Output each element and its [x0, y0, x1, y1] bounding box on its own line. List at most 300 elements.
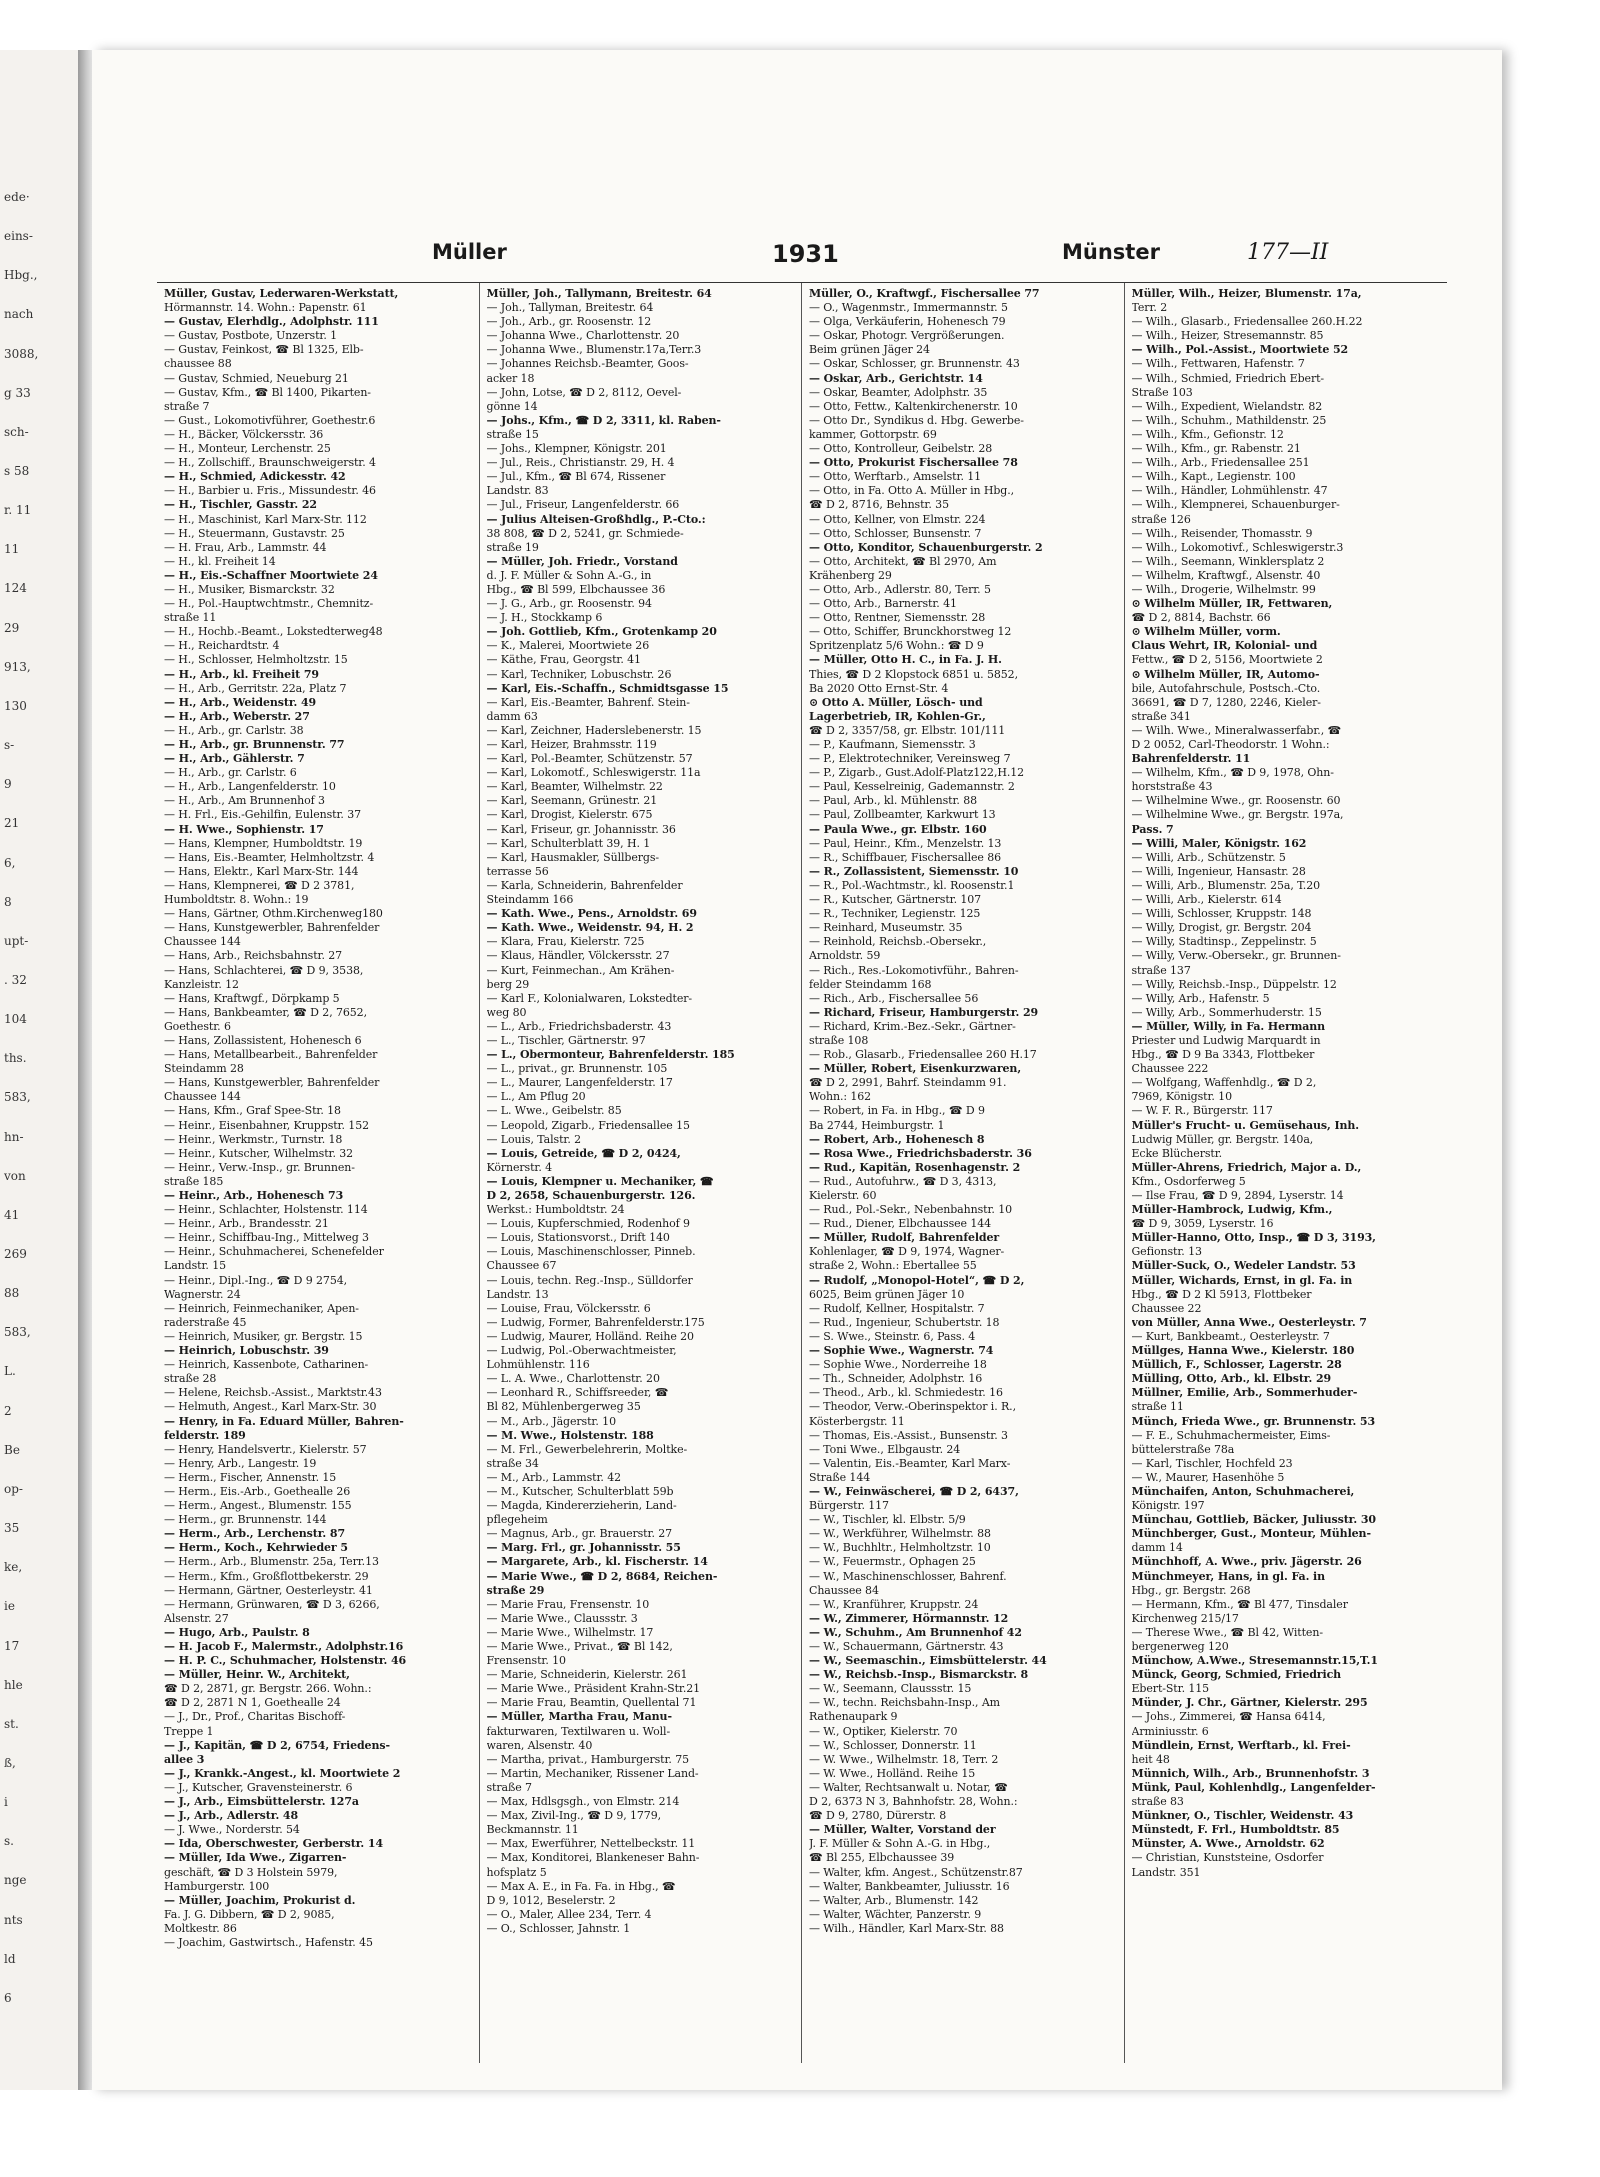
directory-entry: — H., Arb., Gerritstr. 22a, Platz 7 [164, 681, 347, 695]
directory-entry: straße 7 [486, 1780, 532, 1794]
directory-entry: — Rich., Res.-Lokomotivführ., Bahren- [809, 963, 1019, 977]
directory-entry: — W. Wwe., Holländ. Reihe 15 [809, 1766, 976, 1780]
left-page-fragment: 269 [4, 1247, 27, 1261]
left-page-fragment: . 32 [4, 973, 27, 987]
directory-entry: allee 3 [164, 1752, 205, 1766]
left-page-fragment: 11 [4, 542, 20, 556]
directory-entry: 7969, Königstr. 10 [1131, 1090, 1232, 1104]
left-page-fragment: ß, [4, 1756, 16, 1770]
directory-entry: — F. E., Schuhmachermeister, Eims- [1131, 1428, 1331, 1442]
directory-entry: Münck, Georg, Schmied, Friedrich [1131, 1668, 1342, 1682]
directory-entry: Münchmeyer, Hans, in gl. Fa. in [1131, 1569, 1326, 1583]
directory-entry: — Richard, Friseur, Hamburgerstr. 29 [809, 1005, 1039, 1019]
directory-entry: — Rud., Autofuhrw., ☎ D 3, 4313, [809, 1174, 997, 1188]
directory-entry: 38 808, ☎ D 2, 5241, gr. Schmiede- [486, 526, 684, 540]
directory-entry: — Gust., Lokomotivführer, Goethestr.6 [164, 413, 376, 427]
directory-entry: — L. A. Wwe., Charlottenstr. 20 [486, 1372, 660, 1386]
directory-entry: damm 63 [486, 709, 538, 723]
directory-entry: — H. Wwe., Sophienstr. 17 [164, 822, 324, 836]
directory-entry: — Jul., Reis., Christianstr. 29, H. 4 [486, 456, 675, 470]
directory-entry: — Therese Wwe., ☎ Bl 42, Witten- [1131, 1625, 1323, 1639]
directory-entry: — H., Arb., gr. Brunnenstr. 77 [164, 738, 345, 751]
directory-entry: — Heinr., Kutscher, Wilhelmstr. 32 [164, 1146, 354, 1160]
left-page-fragment: st. [4, 1717, 19, 1731]
directory-entry: — Hans, Eis.-Beamter, Helmholtzstr. 4 [164, 850, 375, 864]
directory-entry: straße 29 [486, 1583, 545, 1597]
directory-entry: — Olga, Verkäuferin, Hohenesch 79 [809, 315, 1006, 329]
directory-entry: — Paul, Arb., kl. Mühlenstr. 88 [809, 794, 978, 808]
directory-entry: Chaussee 67 [486, 1259, 557, 1273]
directory-entry: — Karl, Pol.-Beamter, Schützenstr. 57 [486, 752, 693, 766]
directory-entry: — Johanna Wwe., Blumenstr.17a,Terr.3 [486, 343, 702, 357]
header-page-number: 177—II [1247, 240, 1329, 265]
directory-entry: — L., Obermonteur, Bahrenfelderstr. 185 [486, 1048, 735, 1062]
directory-entry: — Reinhard, Museumstr. 35 [809, 921, 963, 935]
directory-entry: — H., Tischler, Gasstr. 22 [164, 498, 317, 512]
directory-entry: — Hans, Klempnerei, ☎ D 2 3781, [164, 878, 355, 892]
directory-entry: — J., Kutscher, Gravensteinerstr. 6 [164, 1780, 353, 1794]
directory-entry: — H. Frau, Arb., Lammstr. 44 [164, 540, 327, 554]
directory-entry: — Müller, Martha Frau, Manu- [486, 1710, 672, 1724]
directory-entry: — Wilh., Schuhm., Mathildenstr. 25 [1131, 413, 1327, 427]
directory-entry: Priester und Ludwig Marquardt in [1131, 1033, 1321, 1047]
directory-entry: — Herm., Arb., Lerchenstr. 87 [164, 1527, 346, 1541]
directory-entry: — Willy, Drogist, gr. Bergstr. 204 [1131, 921, 1312, 935]
left-page-fragment: ke, [4, 1560, 23, 1574]
directory-entry: ☎ D 9, 2780, Dürerstr. 8 [809, 1809, 947, 1823]
directory-entry: gönne 14 [486, 399, 538, 413]
left-page-fragment: s 58 [4, 464, 30, 478]
directory-entry: — Hans, Kunstgewerbler, Bahrenfelder [164, 921, 380, 935]
directory-entry: — W., Zimmerer, Hörmannstr. 12 [809, 1611, 1009, 1625]
left-page-fragment: 6, [4, 856, 16, 870]
directory-entry: — Richard, Krim.-Bez.-Sekr., Gärtner- [809, 1019, 1016, 1033]
directory-entry: felder Steindamm 168 [809, 977, 932, 991]
directory-entry: straße 28 [164, 1372, 217, 1386]
directory-entry: — Rich., Arb., Fischersallee 56 [809, 991, 979, 1005]
directory-entry: — Otto, Kontrolleur, Geibelstr. 28 [809, 442, 993, 456]
left-page-fragment: 41 [4, 1208, 20, 1222]
directory-entry: — Karl, Eis.-Beamter, Bahrenf. Stein- [486, 695, 690, 709]
directory-entry: — Karl F., Kolonialwaren, Lokstedter- [486, 991, 693, 1005]
directory-entry: — Hermann, Grünwaren, ☎ D 3, 6266, [164, 1597, 380, 1611]
directory-entry: straße 2, Wohn.: Ebertallee 55 [809, 1259, 977, 1273]
directory-entry: — Hans, Kfm., Graf Spee-Str. 18 [164, 1104, 341, 1118]
directory-entry: Bl 82, Mühlenbergerweg 35 [486, 1400, 641, 1414]
directory-entry: straße 126 [1131, 512, 1191, 526]
directory-entry: Landstr. 83 [486, 484, 549, 498]
directory-entry: ⊙ Otto A. Müller, Lösch- und [809, 695, 983, 709]
directory-entry: — Otto Dr., Syndikus d. Hbg. Gewerbe- [809, 413, 1024, 427]
directory-entry: — H. P. C., Schuhmacher, Holstenstr. 46 [164, 1654, 407, 1668]
directory-entry: — M. Frl., Gewerbelehrerin, Moltke- [486, 1442, 688, 1456]
directory-entry: — Wilhelmine Wwe., gr. Bergstr. 197a, [1131, 808, 1344, 822]
directory-entry: — Wilh., Kapt., Legienstr. 100 [1131, 470, 1296, 484]
directory-entry: — W., Optiker, Kielerstr. 70 [809, 1724, 958, 1738]
directory-entry: Steindamm 28 [164, 1062, 244, 1076]
directory-entry: — Herm., Eis.-Arb., Goethealle 26 [164, 1484, 351, 1498]
directory-entry: — Louise, Frau, Völckersstr. 6 [486, 1301, 651, 1315]
directory-entry: — Karl, Lokomotf., Schleswigerstr. 11a [486, 766, 701, 780]
directory-entry: — Wilh., Heizer, Stresemannstr. 85 [1131, 329, 1324, 343]
directory-entry: — Marie Wwe., ☎ D 2, 8684, Reichen- [486, 1569, 718, 1583]
directory-entry: — Martha, privat., Hamburgerstr. 75 [486, 1752, 690, 1766]
directory-entry: — O., Maler, Allee 234, Terr. 4 [486, 1907, 652, 1921]
left-page-fragment: 124 [4, 581, 27, 595]
directory-entry: — H., Arb., kl. Freiheit 79 [164, 667, 319, 681]
directory-entry: — Klaus, Händler, Völckersstr. 27 [486, 949, 670, 963]
directory-entry: — Otto, Rentner, Siemensstr. 28 [809, 611, 986, 625]
directory-entry: Ba 2020 Otto Ernst-Str. 4 [809, 681, 949, 695]
directory-entry: ☎ D 2, 8814, Bachstr. 66 [1131, 611, 1271, 625]
left-page-edge [0, 50, 81, 2090]
directory-entry: — J., Arb., Adlerstr. 48 [164, 1809, 299, 1823]
directory-entry: — H., Schlosser, Helmholtzstr. 15 [164, 653, 348, 667]
directory-entry: — H., Arb., Am Brunnenhof 3 [164, 794, 325, 808]
directory-entry: kammer, Gottorpstr. 69 [809, 427, 937, 441]
left-page-fragment: 17 [4, 1639, 20, 1653]
directory-entry: — Heinrich, Kassenbote, Catharinen- [164, 1358, 369, 1372]
directory-entry: — Otto, Architekt, ☎ Bl 2970, Am [809, 554, 997, 568]
directory-entry: Ludwig Müller, gr. Bergstr. 140a, [1131, 1132, 1314, 1146]
header-year: 1931 [772, 240, 839, 268]
left-page-fragment: 2 [4, 1404, 12, 1418]
directory-entry: — Willy, Stadtinsp., Zeppelinstr. 5 [1131, 935, 1317, 949]
directory-entry: — J. H., Stockkamp 6 [486, 611, 603, 625]
directory-entry: Straße 103 [1131, 385, 1193, 399]
directory-entry: — Wilhelm, Kraftwgf., Alsenstr. 40 [1131, 568, 1321, 582]
directory-entry: — Karl, Schulterblatt 39, H. 1 [486, 836, 651, 850]
directory-entry: straße 11 [164, 611, 217, 625]
directory-entry: — Heinr., Schlachter, Holstenstr. 114 [164, 1203, 368, 1217]
directory-entry: Humboldtstr. 8. Wohn.: 19 [164, 893, 309, 907]
directory-entry: — S. Wwe., Steinstr. 6, Pass. 4 [809, 1329, 976, 1343]
left-page-fragment: 35 [4, 1521, 20, 1535]
directory-entry: — Müller, Joachim, Prokurist d. [164, 1893, 356, 1907]
directory-entry: Müllner, Emilie, Arb., Sommerhuder- [1131, 1386, 1358, 1400]
directory-entry: ⊙ Wilhelm Müller, IR, Fettwaren, [1131, 597, 1333, 611]
directory-entry: — Willi, Arb., Kielerstr. 614 [1131, 893, 1282, 907]
directory-entry: Landstr. 15 [164, 1259, 226, 1273]
directory-entry: — Sophie Wwe., Norderreihe 18 [809, 1358, 987, 1372]
directory-entry: — H., Arb., Gählerstr. 7 [164, 752, 305, 766]
directory-entry: — L., Arb., Friedrichsbaderstr. 43 [486, 1019, 672, 1033]
directory-entry: — J., Krankk.-Angest., kl. Moortwiete 2 [164, 1766, 401, 1780]
directory-entry: — Karl, Eis.-Schaffn., Schmidtsgasse 15 [486, 681, 729, 695]
directory-entry: — Herm., Koch., Kehrwieder 5 [164, 1541, 348, 1555]
left-page-fragment: 104 [4, 1012, 27, 1026]
directory-entry: — Paula Wwe., gr. Elbstr. 160 [809, 822, 987, 836]
directory-entry: Müller-Hambrock, Ludwig, Kfm., [1131, 1203, 1333, 1217]
directory-entry: — Max, Konditorei, Blankeneser Bahn- [486, 1851, 700, 1865]
directory-entry: — M., Arb., Lammstr. 42 [486, 1470, 622, 1484]
directory-entry: ☎ D 2, 3357/58, gr. Elbstr. 101/111 [809, 723, 1006, 737]
directory-entry: Steindamm 166 [486, 893, 574, 907]
directory-entry: — Ludwig, Former, Bahrenfelderstr.175 [486, 1315, 705, 1329]
directory-entry: straße 15 [486, 427, 539, 441]
left-page-fragment: Hbg., [4, 268, 38, 282]
directory-entry: — Hans, Bankbeamter, ☎ D 2, 7652, [164, 1005, 367, 1019]
directory-entry: — Henry, Arb., Langestr. 19 [164, 1456, 317, 1470]
directory-entry: Krähenberg 29 [809, 568, 892, 582]
directory-entry: Müller, Wichards, Ernst, in gl. Fa. in [1131, 1273, 1353, 1287]
directory-entry: Chaussee 144 [164, 1090, 241, 1104]
left-page-fragment: L. [4, 1364, 16, 1378]
directory-entry: — Müller, Rudolf, Bahrenfelder [809, 1231, 1000, 1245]
directory-entry: — Otto, Schlosser, Bunsenstr. 7 [809, 526, 982, 540]
directory-entry: Gefionstr. 13 [1131, 1245, 1202, 1259]
directory-entry: — Otto, Werftarb., Amselstr. 11 [809, 470, 982, 484]
left-page-fragment: 130 [4, 699, 27, 713]
directory-entry: — Gustav, Schmied, Neueburg 21 [164, 371, 349, 385]
directory-entry: damm 14 [1131, 1541, 1183, 1555]
directory-entry: — Martin, Mechaniker, Rissener Land- [486, 1766, 699, 1780]
directory-entry: Lohmühlenstr. 116 [486, 1358, 590, 1372]
directory-entry: — Hans, Gärtner, Othm.Kirchenweg180 [164, 907, 383, 921]
directory-entry: — Müller, Ida Wwe., Zigarren- [164, 1851, 347, 1865]
left-page-fragment: 583, [4, 1325, 31, 1339]
directory-entry: — Magda, Kindererzieherin, Land- [486, 1499, 677, 1513]
directory-entry: — Toni Wwe., Elbgaustr. 24 [809, 1442, 961, 1456]
directory-entry: — O., Wagenmstr., Immermannstr. 5 [809, 301, 1008, 315]
directory-entry: — Heinr., Eisenbahner, Kruppstr. 152 [164, 1118, 369, 1132]
directory-entry: — Herm., Angest., Blumenstr. 155 [164, 1499, 352, 1513]
directory-entry: — Oskar, Schlosser, gr. Brunnenstr. 43 [809, 357, 1020, 371]
directory-entry: — Helmuth, Angest., Karl Marx-Str. 30 [164, 1400, 377, 1414]
directory-entry: ☎ D 2, 2871 N 1, Goethealle 24 [164, 1696, 341, 1710]
left-page-fragment: i [4, 1795, 8, 1809]
directory-entry: von Müller, Anna Wwe., Oesterleystr. 7 [1131, 1315, 1367, 1329]
directory-entry: Bahrenfelderstr. 11 [1131, 752, 1251, 766]
directory-entry: — H., Reichardtstr. 4 [164, 639, 280, 653]
directory-entry: — Karl, Beamter, Wilhelmstr. 22 [486, 780, 663, 794]
directory-entry: Königstr. 197 [1131, 1499, 1205, 1513]
directory-entry: — W., Maschinenschlosser, Bahrenf. [809, 1569, 1007, 1583]
directory-entry: 6025, Beim grünen Jäger 10 [809, 1287, 965, 1301]
directory-entry: Münster, A. Wwe., Arnoldstr. 62 [1131, 1837, 1325, 1851]
directory-entry: Mülling, Otto, Arb., kl. Elbstr. 29 [1131, 1372, 1332, 1386]
directory-entry: Müller, O., Kraftwgf., Fischersallee 77 [809, 287, 1040, 300]
directory-entry: — Robert, Arb., Hohenesch 8 [809, 1132, 985, 1146]
left-page-fragment: sch- [4, 425, 29, 439]
directory-entry: — Hugo, Arb., Paulstr. 8 [164, 1625, 310, 1639]
directory-entry: Arminiusstr. 6 [1131, 1724, 1209, 1738]
directory-entry: — H., Schmied, Adickesstr. 42 [164, 470, 346, 484]
directory-entry: — Willy, Arb., Hafenstr. 5 [1131, 991, 1270, 1005]
directory-entry: — Oskar, Arb., Gerichtstr. 14 [809, 371, 983, 385]
directory-entry: — J. G., Arb., gr. Roosenstr. 94 [486, 597, 652, 611]
directory-entry: Müllges, Hanna Wwe., Kielerstr. 180 [1131, 1344, 1355, 1358]
directory-entry: Ebert-Str. 115 [1131, 1682, 1210, 1696]
directory-entry: — Marie Wwe., Wilhelmstr. 17 [486, 1625, 654, 1639]
left-page-fragment: 8 [4, 895, 12, 909]
directory-entry: — M., Arb., Jägerstr. 10 [486, 1414, 616, 1428]
directory-entry: — K., Malerei, Moortwiete 26 [486, 639, 650, 653]
directory-entry: Kfm., Osdorferweg 5 [1131, 1174, 1246, 1188]
directory-entry: — Leonhard R., Schiffsreeder, ☎ [486, 1386, 669, 1400]
directory-entry: Treppe 1 [164, 1724, 214, 1738]
directory-entry: — Wilh., Seemann, Winklersplatz 2 [1131, 554, 1325, 568]
left-page-fragment: 9 [4, 777, 12, 791]
directory-entry: — Heinr., Schiffbau-Ing., Mittelweg 3 [164, 1231, 369, 1245]
directory-entry: — L. Wwe., Geibelstr. 85 [486, 1104, 622, 1118]
directory-entry: Alsenstr. 27 [164, 1611, 229, 1625]
directory-entry: Münnich, Wilh., Arb., Brunnenhofstr. 3 [1131, 1766, 1370, 1780]
directory-entry: Münstedt, F. Frl., Humboldtstr. 85 [1131, 1823, 1340, 1837]
directory-entry: Müller, Gustav, Lederwaren-Werkstatt, [164, 287, 399, 300]
directory-entry: Werkst.: Humboldtstr. 24 [486, 1203, 625, 1217]
directory-entry: horststraße 43 [1131, 780, 1213, 794]
directory-entry: straße 19 [486, 540, 539, 554]
directory-entry: — Theodor, Verw.-Oberinspektor i. R., [809, 1400, 1016, 1414]
directory-entry: — Heinr., Dipl.-Ing., ☎ D 9 2754, [164, 1273, 348, 1287]
left-page-fragment: eins- [4, 229, 33, 243]
directory-entry: straße 108 [809, 1033, 869, 1047]
directory-entry: — R., Techniker, Legienstr. 125 [809, 907, 981, 921]
directory-entry: Hamburgerstr. 100 [164, 1879, 270, 1893]
directory-entry: — Hans, Klempner, Humboldtstr. 19 [164, 836, 363, 850]
left-page-fragment: ld [4, 1952, 16, 1966]
directory-entry: — M., Kutscher, Schulterblatt 59b [486, 1484, 674, 1498]
directory-entry: — Willi, Schlosser, Kruppstr. 148 [1131, 907, 1312, 921]
directory-entry: — Louis, Klempner u. Mechaniker, ☎ [486, 1174, 714, 1188]
directory-entry: — Hans, Schlachterei, ☎ D 9, 3538, [164, 963, 364, 977]
directory-entry: — Müller, Walter, Vorstand der [809, 1823, 996, 1837]
directory-entry: Müller, Joh., Tallymann, Breitestr. 64 [486, 287, 712, 300]
directory-entry: — Walter, Bankbeamter, Juliusstr. 16 [809, 1879, 1010, 1893]
directory-entry: — Otto, in Fa. Otto A. Müller in Hbg., [809, 484, 1015, 498]
directory-entry: — Oskar, Photogr. Vergrößerungen. [809, 329, 1005, 343]
directory-entry: — H. Frl., Eis.-Gehilfin, Eulenstr. 37 [164, 808, 362, 822]
directory-entry: — Heinr., Verw.-Insp., gr. Brunnen- [164, 1160, 355, 1174]
directory-entry: Lagerbetrieb, IR, Kohlen-Gr., [809, 709, 986, 723]
directory-entry: straße 185 [164, 1174, 224, 1188]
directory-entry: — R., Schiffbauer, Fischersallee 86 [809, 850, 1002, 864]
directory-entry: Claus Wehrt, IR, Kolonial- und [1131, 639, 1318, 653]
directory-entry: — Marie Wwe., Claussstr. 3 [486, 1611, 638, 1625]
directory-entry: büttelerstraße 78a [1131, 1442, 1235, 1456]
left-page-fragment: g 33 [4, 386, 31, 400]
directory-entry: hofsplatz 5 [486, 1865, 547, 1879]
directory-entry: — Willi, Maler, Königstr. 162 [1131, 836, 1307, 850]
left-page-fragment: nts [4, 1913, 23, 1927]
directory-entry: — Magnus, Arb., gr. Brauerstr. 27 [486, 1527, 673, 1541]
directory-entry: — Rosa Wwe., Friedrichsbaderstr. 36 [809, 1146, 1032, 1160]
directory-column-1 [157, 283, 480, 2063]
directory-entry: — Hermann, Kfm., ☎ Bl 477, Tinsdaler [1131, 1597, 1348, 1611]
directory-entry: — H., Maschinist, Karl Marx-Str. 112 [164, 512, 367, 526]
directory-entry: ☎ D 2, 2991, Bahrf. Steindamm 91. [809, 1076, 1007, 1090]
directory-entry: — Marie Frau, Beamtin, Quellental 71 [486, 1696, 697, 1710]
directory-entry: Mündlein, Ernst, Werftarb., kl. Frei- [1131, 1738, 1351, 1752]
directory-entry: — P., Zigarb., Gust.Adolf-Platz122,H.12 [809, 766, 1025, 780]
directory-columns [157, 282, 1447, 2063]
directory-entry: — Herm., Kfm., Großflottbekerstr. 29 [164, 1569, 369, 1583]
directory-entry: — Wilh., Händler, Lohmühlenstr. 47 [1131, 484, 1328, 498]
directory-entry: raderstraße 45 [164, 1315, 247, 1329]
directory-entry: chaussee 88 [164, 357, 232, 371]
directory-entry: — Otto, Prokurist Fischersallee 78 [809, 456, 1018, 470]
directory-entry: bile, Autofahrschule, Postsch.-Cto. [1131, 681, 1321, 695]
directory-entry: straße 83 [1131, 1795, 1184, 1809]
directory-entry: — Gustav, Elerhdlg., Adolphstr. 111 [164, 315, 379, 329]
directory-entry: Kanzleistr. 12 [164, 977, 239, 991]
directory-entry: — Ida, Oberschwester, Gerberstr. 14 [164, 1837, 384, 1851]
left-page-fragment: op- [4, 1482, 23, 1496]
directory-entry: Chaussee 144 [164, 935, 241, 949]
directory-entry: — W., Seemaschin., Eimsbüttelerstr. 44 [809, 1654, 1047, 1668]
directory-entry: — W., Tischler, kl. Elbstr. 5/9 [809, 1513, 966, 1527]
directory-entry: Arnoldstr. 59 [809, 949, 881, 963]
directory-entry: Müller-Suck, O., Wedeler Landstr. 53 [1131, 1259, 1356, 1273]
directory-entry: J. F. Müller & Sohn A.-G. in Hbg., [809, 1837, 991, 1851]
directory-entry: — Jul., Kfm., ☎ Bl 674, Rissener [486, 470, 666, 484]
directory-entry: — Johannes Reichsb.-Beamter, Goos- [486, 357, 689, 371]
directory-entry: Münk, Paul, Kohlenhdlg., Langenfelder- [1131, 1780, 1376, 1794]
directory-entry: acker 18 [486, 371, 535, 385]
directory-entry: Beckmannstr. 11 [486, 1823, 579, 1837]
directory-entry: — Marie, Schneiderin, Kielerstr. 261 [486, 1668, 688, 1682]
directory-entry: — H., Arb., Weberstr. 27 [164, 709, 310, 723]
directory-entry: D 2 0052, Carl-Theodorstr. 1 Wohn.: [1131, 738, 1330, 751]
directory-entry: Hbg., ☎ Bl 599, Elbchaussee 36 [486, 582, 666, 596]
directory-entry: — Paul, Heinr., Kfm., Menzelstr. 13 [809, 836, 1002, 850]
directory-entry: Rathenaupark 9 [809, 1710, 898, 1724]
directory-entry: — Rudolf, „Monopol-Hotel“, ☎ D 2, [809, 1273, 1025, 1287]
directory-entry: — Wilh., Lokomotivf., Schleswigerstr.3 [1131, 540, 1344, 554]
directory-entry: — Willy, Verw.-Obersekr., gr. Brunnen- [1131, 949, 1341, 963]
directory-entry: — Willi, Arb., Schützenstr. 5 [1131, 850, 1286, 864]
directory-entry: — Henry, Handelsvertr., Kielerstr. 57 [164, 1442, 367, 1456]
directory-entry: Münchow, A.Wwe., Stresemannstr.15,T.1 [1131, 1654, 1378, 1668]
directory-entry: Fettw., ☎ D 2, 5156, Moortwiete 2 [1131, 653, 1323, 667]
directory-entry: Hbg., ☎ D 2 Kl 5913, Flottbeker [1131, 1287, 1312, 1301]
directory-entry: — Rud., Kapitän, Rosenhagenstr. 2 [809, 1160, 1021, 1174]
left-page-fragment: hle [4, 1678, 23, 1692]
directory-entry: — Paul, Kesselreinig, Gademannstr. 2 [809, 780, 1015, 794]
directory-entry: — Willy, Reichsb.-Insp., Düppelstr. 12 [1131, 977, 1337, 991]
directory-entry: — W., Reichsb.-Insp., Bismarckstr. 8 [809, 1668, 1029, 1682]
directory-entry: Pass. 7 [1131, 822, 1174, 836]
directory-entry: Kohlenlager, ☎ D 9, 1974, Wagner- [809, 1245, 1005, 1259]
directory-entry: — L., Am Pflug 20 [486, 1090, 586, 1104]
directory-entry: Thies, ☎ D 2 Klopstock 6851 u. 5852, [809, 667, 1018, 681]
directory-entry: — Willi, Ingenieur, Hansastr. 28 [1131, 864, 1306, 878]
directory-entry: — Wilh. Wwe., Mineralwasserfabr., ☎ [1131, 723, 1342, 737]
directory-entry: — Willi, Arb., Blumenstr. 25a, T.20 [1131, 878, 1320, 892]
directory-entry: — H., Eis.-Schaffner Moortwiete 24 [164, 568, 378, 582]
directory-entry: — Otto, Kellner, von Elmstr. 224 [809, 512, 986, 526]
directory-entry: — Wilh., Fettwaren, Hafenstr. 7 [1131, 357, 1305, 371]
directory-entry: — H. Jacob F., Malermstr., Adolphstr.16 [164, 1640, 404, 1653]
directory-entry: — Thomas, Eis.-Assist., Bunsenstr. 3 [809, 1428, 1008, 1442]
directory-entry: pflegeheim [486, 1513, 548, 1527]
directory-entry: — Karl, Friseur, gr. Johannisstr. 36 [486, 822, 676, 836]
directory-entry: — Heinrich, Feinmechaniker, Apen- [164, 1301, 359, 1315]
directory-column-2 [480, 283, 803, 2063]
directory-entry: ⊙ Wilhelm Müller, IR, Automo- [1131, 667, 1320, 681]
directory-entry: Straße 144 [809, 1470, 871, 1484]
directory-entry: — Karl, Techniker, Lobuschstr. 26 [486, 667, 672, 681]
directory-entry: Hbg., ☎ D 9 Ba 3343, Flottbeker [1131, 1048, 1315, 1062]
directory-entry: Chaussee 222 [1131, 1062, 1209, 1076]
directory-entry: — Joh., Tallyman, Breitestr. 64 [486, 301, 654, 315]
directory-entry: terrasse 56 [486, 864, 549, 878]
directory-entry: felderstr. 189 [164, 1428, 246, 1442]
directory-entry: — Hans, Zollassistent, Hohenesch 6 [164, 1033, 362, 1047]
directory-entry: — Wilh., Drogerie, Wilhelmstr. 99 [1131, 582, 1316, 596]
directory-entry: — W., Schuhm., Am Brunnenhof 42 [809, 1625, 1022, 1639]
